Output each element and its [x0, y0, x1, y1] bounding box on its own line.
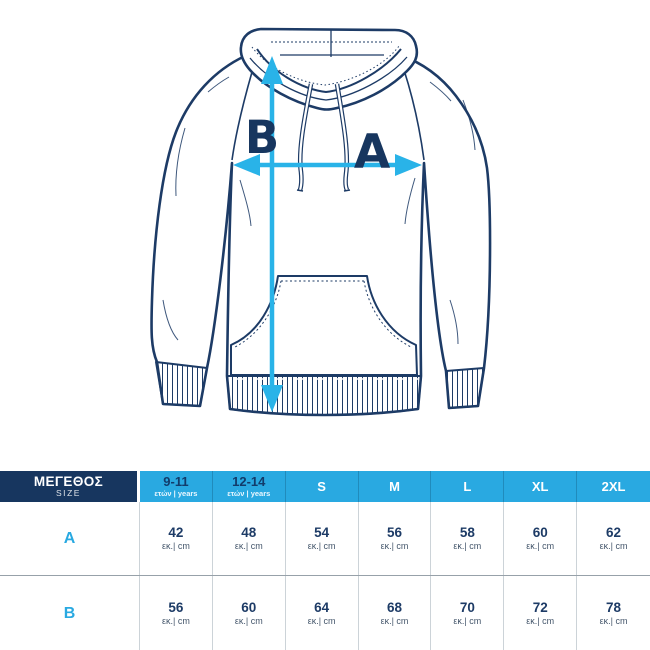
- value-cell: 78 εκ.| cm: [599, 600, 628, 626]
- col-header-9-11: 9-11 ετών | years: [140, 471, 213, 502]
- measure-label-a: A: [353, 125, 391, 180]
- row-label-a: A: [0, 502, 140, 575]
- value-cell: 72 εκ.| cm: [504, 576, 577, 650]
- cuff-left: [156, 362, 207, 406]
- row-label-b: B: [0, 576, 140, 650]
- size-row-a: [0, 502, 650, 575]
- size-header-title: ΜΕΓΕΘΟΣ: [33, 474, 104, 489]
- value-cell: 56 εκ.| cm: [140, 576, 213, 650]
- value-cell: 48 εκ.| cm: [213, 502, 286, 575]
- measure-label-b: B: [244, 111, 280, 164]
- value-cell: 60 εκ.| cm: [504, 502, 577, 575]
- cuff-right: [446, 368, 484, 408]
- value-cell: 56 εκ.| cm: [359, 502, 432, 575]
- value-cell: 62 εκ.| cm: [599, 525, 628, 551]
- size-header-subtitle: SIZE: [55, 488, 81, 498]
- col-header-xl: XL: [504, 471, 577, 502]
- value-cell: 60 εκ.| cm: [213, 576, 286, 650]
- col-header-m: M: [359, 471, 432, 502]
- size-row-b: [0, 575, 650, 650]
- size-header-cell: [0, 471, 140, 502]
- value-cell: 68 εκ.| cm: [359, 576, 432, 650]
- col-header-l: L: [431, 471, 504, 502]
- col-header-12-14: 12-14 ετών | years: [213, 471, 286, 502]
- col-header-s: S: [286, 471, 359, 502]
- value-cell: 42 εκ.| cm: [140, 502, 213, 575]
- value-cell: 58 εκ.| cm: [431, 502, 504, 575]
- value-cell: 64 εκ.| cm: [286, 576, 359, 650]
- size-table: [0, 471, 650, 650]
- size-table-header-row: [0, 471, 650, 502]
- col-header-2xl: 2XL: [577, 471, 650, 502]
- value-cell: 54 εκ.| cm: [286, 502, 359, 575]
- ribbed-hem: [227, 376, 421, 415]
- value-cell: 70 εκ.| cm: [431, 576, 504, 650]
